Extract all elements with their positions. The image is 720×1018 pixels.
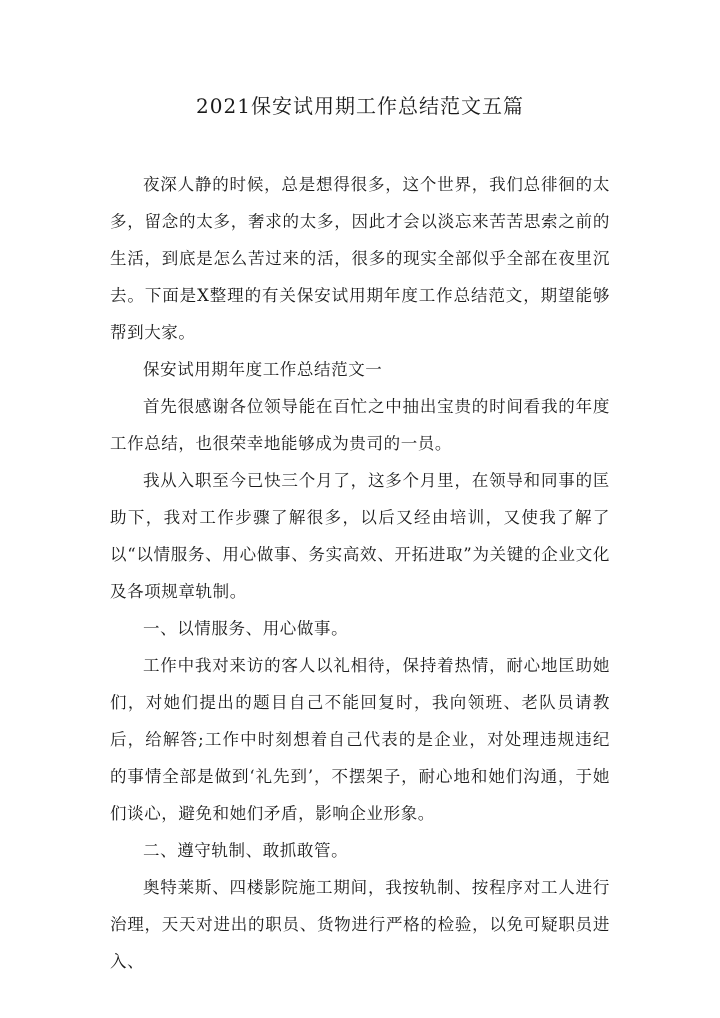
document-title: 2021保安试用期工作总结范文五篇 <box>196 94 524 118</box>
section-heading: 保安试用期年度工作总结范文一 <box>143 360 383 379</box>
paragraph: 我从入职至今已快三个月了，这多个月里，在领导和同事的匡助下，我对工作步骤了解很多，以后又经由培训，又使我了解了以“以情服务、用心做事、务实高效、开拓进取”为关键的企业文化及各项规章轨制。 <box>110 471 610 601</box>
paragraph: 奥特莱斯、四楼影院施工期间，我按轨制、按程序对工人进行治理，天天对进出的职员、货物进行严格的检验，以免可疑职员进入、 <box>110 878 610 971</box>
subheading: 二、遵守轨制、敢抓敢管。 <box>143 841 349 860</box>
paragraph-intro: 夜深人静的时候，总是想得很多，这个世界，我们总徘徊的太多，留念的太多，奢求的太多，因此才会以淡忘来苦苦思索之前的生活，到底是怎么苦过来的活，很多的现实全部似乎全部在夜里沉去。下面是X整理的有关保安试用期年度工作总结范文，期望能够帮到大家。 <box>110 175 610 342</box>
subheading: 一、以情服务、用心做事。 <box>143 619 349 638</box>
paragraph: 首先很感谢各位领导能在百忙之中抽出宝贵的时间看我的年度工作总结，也很荣幸地能够成为贵司的一员。 <box>110 397 610 453</box>
paragraph: 工作中我对来访的客人以礼相待，保持着热情，耐心地匡助她们，对她们提出的题目自己不能回复时，我向领班、老队员请教后，给解答;工作中时刻想着自己代表的是企业，对处理违规违纪的事情全部是做到‘礼先到’，不摆架子，耐心地和她们沟通，于她们谈心，避免和她们矛盾，影响企业形象。 <box>110 656 610 823</box>
document-body <box>110 166 610 980</box>
